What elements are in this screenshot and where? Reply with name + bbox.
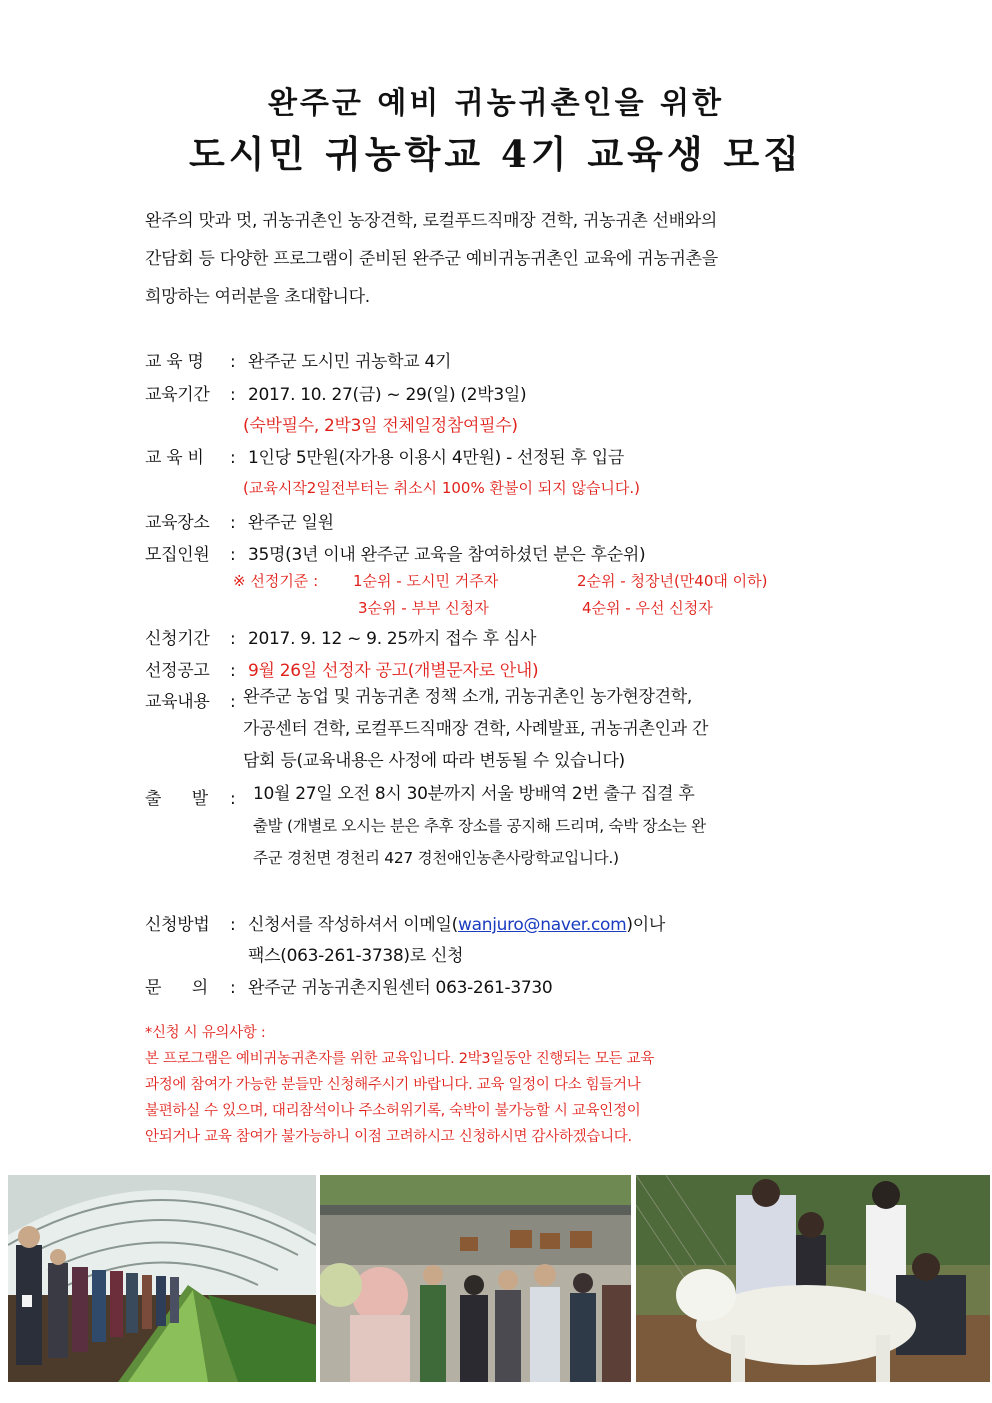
info-value: 35명(3년 이내 완주군 교육을 참여하셨던 분은 후순위) (248, 545, 646, 565)
intro-line: 희망하는 여러분을 초대합니다. (145, 287, 370, 307)
info-row-depart: 출 발 : (145, 784, 248, 809)
criteria-head: ※ 선정기준 : (233, 572, 319, 590)
info-label: 교 육 명 (145, 352, 204, 372)
info-value: 9월 26일 선정자 공고(개별문자로 안내) (248, 661, 539, 681)
photo-greenhouse (8, 1175, 316, 1382)
criteria-4: 4순위 - 우선 신청자 (582, 599, 713, 617)
info-row-apply-period: 신청기간 : 2017. 9. 12 ~ 9. 25까지 접수 후 심사 (145, 624, 536, 649)
title-line-2: 도시민 귀농학교 4기 교육생 모집 (189, 132, 803, 176)
fee-note: (교육시작2일전부터는 취소시 100% 환불이 되지 않습니다.) (243, 479, 641, 497)
info-row-inquiry: 문 의 : 완주군 귀농귀촌지원센터 063-261-3730 (145, 973, 552, 998)
criteria-2: 2순위 - 청장년(만40대 이하) (577, 572, 768, 590)
notice-head: *신청 시 유의사항 : (145, 1025, 266, 1041)
info-row-place: 교육장소 : 완주군 일원 (145, 508, 334, 533)
info-value: 완주군 도시민 귀농학교 4기 (248, 352, 452, 372)
content-line: 완주군 농업 및 귀농귀촌 정책 소개, 귀농귀촌인 농가현장견학, (243, 687, 692, 707)
photo-cattle-barn (320, 1175, 631, 1382)
intro-line: 간담회 등 다양한 프로그램이 준비된 완주군 예비귀농귀촌인 교육에 귀농귀촌을 (145, 249, 718, 269)
info-row-recruit: 모집인원 : 35명(3년 이내 완주군 교육을 참여하셨던 분은 후순위) (145, 540, 645, 565)
content-line: 담회 등(교육내용은 사정에 따라 변동될 수 있습니다) (243, 751, 625, 771)
info-label: 선정공고 (145, 661, 210, 681)
info-row-content: 교육내용 : (145, 687, 248, 712)
info-row-name: 교 육 명 : 완주군 도시민 귀농학교 4기 (145, 347, 451, 372)
info-label: 문 의 (145, 978, 208, 998)
email-link[interactable]: wanjuro@naver.com (458, 915, 627, 935)
info-row-fee: 교 육 비 : 1인당 5만원(자가용 이용시 4만원) - 선정된 후 입금 (145, 443, 624, 468)
intro-paragraph (145, 202, 865, 316)
info-value: 1인당 5만원(자가용 이용시 4만원) - 선정된 후 입금 (248, 448, 624, 468)
method-text-post: )이나 (626, 915, 665, 935)
info-value: 완주군 일원 (248, 513, 334, 533)
criteria-3: 3순위 - 부부 신청자 (358, 599, 489, 617)
notice-box (145, 1020, 861, 1150)
content-line: 가공센터 견학, 로컬푸드직매장 견학, 사례발표, 귀농귀촌인과 간 (243, 719, 709, 739)
content-text (243, 681, 863, 777)
info-label: 교육장소 (145, 513, 210, 533)
info-label: 모집인원 (145, 545, 210, 565)
info-value: 완주군 귀농귀촌지원센터 063-261-3730 (248, 978, 553, 998)
depart-line: 주군 경천면 경천리 427 경천애인농촌사랑학교입니다.) (253, 849, 619, 867)
depart-line: 출발 (개별로 오시는 분은 추후 장소를 공지해 드리며, 숙박 장소는 완 (253, 817, 706, 835)
title-line-1: 완주군 예비 귀농귀촌인을 위한 (267, 86, 725, 121)
info-label: 교육내용 (145, 692, 210, 712)
depart-line: 10월 27일 오전 8시 30분까지 서울 방배역 2번 출구 집결 후 (253, 784, 695, 804)
info-label: 출 발 (145, 789, 208, 809)
period-note: (숙박필수, 2박3일 전체일정참여필수) (243, 416, 518, 436)
info-label: 신청기간 (145, 629, 210, 649)
info-row-period: 교육기간 : 2017. 10. 27(금) ~ 29(일) (2박3일) (145, 380, 526, 405)
method-text-pre: 신청서를 작성하셔서 이메일( (248, 915, 459, 935)
notice-line: 안되거나 교육 참여가 불가능하니 이점 고려하시고 신청하시면 감사하겠습니다. (145, 1129, 632, 1145)
info-label: 신청방법 (145, 915, 210, 935)
info-value: 2017. 10. 27(금) ~ 29(일) (2박3일) (248, 385, 527, 405)
info-row-method: 신청방법 : 신청서를 작성하셔서 이메일(wanjuro@naver.com)이나 (145, 910, 665, 935)
intro-line: 완주의 맛과 멋, 귀농귀촌인 농장견학, 로컬푸드직매장 견학, 귀농귀촌 선배와의 (145, 211, 718, 231)
notice-line: 불편하실 수 있으며, 대리참석이나 주소허위기록, 숙박이 불가능할 시 교육인정이 (145, 1103, 641, 1119)
info-value: 2017. 9. 12 ~ 9. 25까지 접수 후 심사 (248, 629, 537, 649)
notice-line: 과정에 참여가 가능한 분들만 신청해주시기 바랍니다. 교육 일정이 다소 힘들거나 (145, 1077, 641, 1093)
info-label: 교육기간 (145, 385, 210, 405)
method-line-2: 팩스(063-261-3738)로 신청 (248, 946, 464, 966)
info-label: 교 육 비 (145, 448, 204, 468)
criteria-1: 1순위 - 도시민 거주자 (353, 572, 499, 590)
notice-line: 본 프로그램은 예비귀농귀촌자를 위한 교육입니다. 2박3일동안 진행되는 모든 교육 (145, 1051, 654, 1067)
depart-text (253, 778, 863, 874)
info-row-announce: 선정공고 : 9월 26일 선정자 공고(개별문자로 안내) (145, 656, 538, 681)
photo-calf (636, 1175, 990, 1382)
